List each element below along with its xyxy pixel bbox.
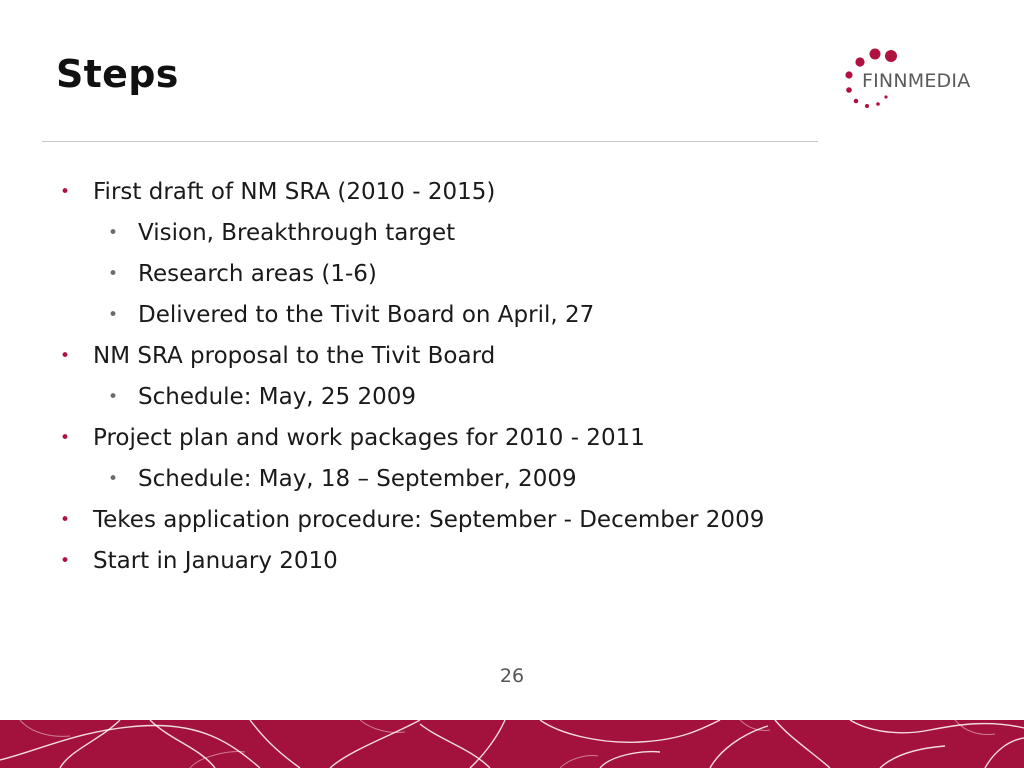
bullet-text: Project plan and work packages for 2010 - 2011 <box>93 425 645 451</box>
logo-dot <box>870 49 881 60</box>
bullet-item <box>56 500 976 541</box>
bullet-dot-icon: • <box>60 510 71 530</box>
footer-pattern <box>0 720 1024 768</box>
bullet-item <box>56 172 976 213</box>
bullet-item <box>56 541 976 582</box>
bullet-dot-icon: • <box>108 305 119 325</box>
logo-dot <box>865 104 869 108</box>
bullet-text: Vision, Breakthrough target <box>138 220 456 246</box>
bullet-dot-icon: • <box>60 346 71 366</box>
bullet-item <box>56 336 976 377</box>
bullet-dot-icon: • <box>108 387 119 407</box>
logo-dot <box>885 50 897 62</box>
bullet-text: Schedule: May, 18 – September, 2009 <box>138 466 577 492</box>
sub-bullet-item <box>56 254 976 295</box>
logo-dot <box>855 57 864 66</box>
logo-dot <box>854 99 859 104</box>
logo-wordmark: FINNMEDIA <box>862 70 971 92</box>
bullet-text: Research areas (1-6) <box>138 261 377 287</box>
title-divider <box>42 141 818 142</box>
bullet-text: Delivered to the Tivit Board on April, 27 <box>138 302 595 328</box>
bullet-list <box>56 172 976 582</box>
logo-dot <box>884 95 887 98</box>
sub-bullet-item <box>56 213 976 254</box>
bullet-dot-icon: • <box>60 428 71 448</box>
bullet-dot-icon: • <box>60 551 71 571</box>
sub-bullet-item <box>56 377 976 418</box>
bullet-text: NM SRA proposal to the Tivit Board <box>93 343 496 369</box>
bullet-dot-icon: • <box>60 182 71 202</box>
bullet-text: Tekes application procedure: September - December 2009 <box>93 507 765 533</box>
bullet-text: Start in January 2010 <box>93 548 338 574</box>
bullet-item <box>56 418 976 459</box>
page-number: 26 <box>499 665 525 687</box>
bullet-dot-icon: • <box>108 264 119 284</box>
bullet-dot-icon: • <box>108 223 119 243</box>
slide-title: Steps <box>56 52 179 96</box>
sub-bullet-item <box>56 295 976 336</box>
bullet-text: First draft of NM SRA (2010 - 2015) <box>93 179 496 205</box>
footer-band <box>0 720 1024 768</box>
bullet-text: Schedule: May, 25 2009 <box>138 384 417 410</box>
logo-dot <box>845 71 852 78</box>
sub-bullet-item <box>56 459 976 500</box>
logo-dot <box>876 102 880 106</box>
bullet-dot-icon: • <box>108 469 119 489</box>
logo-dot <box>846 87 852 93</box>
